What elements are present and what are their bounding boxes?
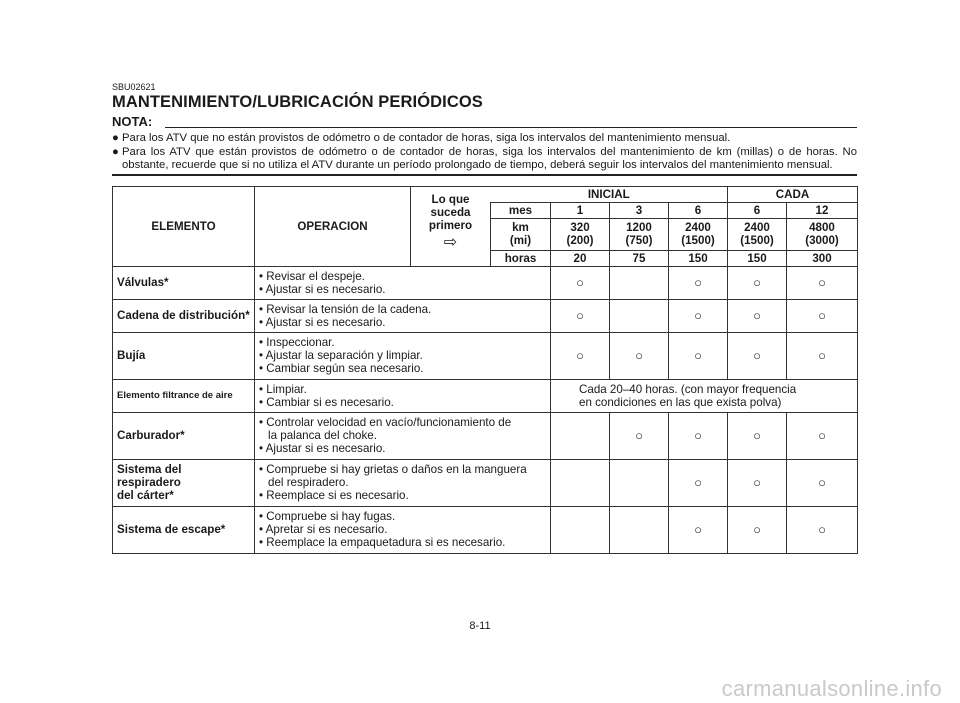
check-mark-icon: ○: [787, 506, 858, 553]
element-cell: Cadena de distribución*: [113, 299, 255, 332]
header-whichever-first: [411, 187, 491, 251]
header-every: CADA: [728, 187, 858, 203]
horas-value: 300: [787, 250, 858, 266]
empty-cell: [551, 506, 610, 553]
label-horas: horas: [491, 250, 551, 266]
mes-value: 6: [669, 202, 728, 218]
section-rule: [112, 174, 857, 176]
label-mes: mes: [491, 202, 551, 218]
check-mark-icon: ○: [669, 412, 728, 459]
check-mark-icon: ○: [728, 266, 787, 299]
check-mark-icon: ○: [787, 299, 858, 332]
interval-note: Cada 20–40 horas. (con mayor frequencia en condiciones en las que exista polva): [551, 379, 858, 412]
table-row: [113, 506, 858, 553]
empty-cell: [610, 459, 669, 506]
element-cell: Carburador*: [113, 412, 255, 459]
note-rule: [165, 127, 857, 128]
check-mark-icon: ○: [551, 299, 610, 332]
check-mark-icon: ○: [669, 506, 728, 553]
whichever-label: Lo que suceda primero: [428, 193, 473, 232]
element-cell: Bujía: [113, 332, 255, 379]
operation-cell: • Limpiar. • Cambiar si es necesario.: [255, 379, 551, 412]
km-value: 2400 (1500): [669, 218, 728, 250]
empty-cell: [610, 299, 669, 332]
bullet-icon: ●: [112, 132, 119, 144]
check-mark-icon: ○: [787, 459, 858, 506]
note-bullets: [112, 132, 857, 173]
arrow-right-icon: ⇨: [443, 234, 458, 251]
check-mark-icon: ○: [728, 299, 787, 332]
table-row: [113, 332, 858, 379]
empty-cell: [551, 459, 610, 506]
check-mark-icon: ○: [787, 266, 858, 299]
check-mark-icon: ○: [669, 459, 728, 506]
km-value: 2400 (1500): [728, 218, 787, 250]
header-initial: INICIAL: [491, 187, 728, 203]
table-row: [113, 379, 858, 412]
mes-value: 6: [728, 202, 787, 218]
check-mark-icon: ○: [728, 459, 787, 506]
check-mark-icon: ○: [787, 412, 858, 459]
table-row: [113, 459, 858, 506]
note-text: Para los ATV que están provistos de odómetro o de contador de horas, siga los intervalos del mantenimiento de km (millas) o de horas. No obstante, recuerde que si no utiliza el ATV durante un período prolongado de tiempo, deberá seguir los intervalos del mantenimiento mensual.: [122, 145, 857, 171]
mes-value: 1: [551, 202, 610, 218]
operation-cell: • Revisar el despeje. • Ajustar si es necesario.: [255, 266, 551, 299]
empty-cell: [551, 412, 610, 459]
mes-value: 12: [787, 202, 858, 218]
check-mark-icon: ○: [728, 412, 787, 459]
horas-value: 75: [610, 250, 669, 266]
check-mark-icon: ○: [551, 266, 610, 299]
page-number: 8-11: [469, 620, 491, 632]
table-row: [113, 412, 858, 459]
check-mark-icon: ○: [610, 412, 669, 459]
km-value: 4800 (3000): [787, 218, 858, 250]
table-row: [113, 299, 858, 332]
horas-value: 20: [551, 250, 610, 266]
check-mark-icon: ○: [669, 299, 728, 332]
mes-value: 3: [610, 202, 669, 218]
section-code: SBU02621: [112, 82, 156, 92]
empty-cell: [610, 506, 669, 553]
operation-cell: • Revisar la tensión de la cadena. • Ajustar si es necesario.: [255, 299, 551, 332]
bullet-icon: ●: [112, 145, 119, 158]
check-mark-icon: ○: [669, 266, 728, 299]
header-element: ELEMENTO: [113, 187, 255, 267]
check-mark-icon: ○: [551, 332, 610, 379]
element-cell: Sistema de escape*: [113, 506, 255, 553]
check-mark-icon: ○: [728, 332, 787, 379]
table-row: [113, 266, 858, 299]
note-text: Para los ATV que no están provistos de odómetro o de contador de horas, siga los intervalos del mantenimiento mensual.: [122, 132, 731, 144]
operation-cell: • Compruebe si hay grietas o daños en la manguera del respiradero. • Reemplace si es necesario.: [255, 459, 551, 506]
note-item: [112, 146, 857, 173]
check-mark-icon: ○: [728, 506, 787, 553]
check-mark-icon: ○: [787, 332, 858, 379]
element-cell: Sistema del respiradero del cárter*: [113, 459, 255, 506]
horas-value: 150: [669, 250, 728, 266]
km-value: 320 (200): [551, 218, 610, 250]
operation-cell: • Inspeccionar. • Ajustar la separación y limpiar. • Cambiar según sea necesario.: [255, 332, 551, 379]
whichever-spacer: [411, 250, 491, 266]
element-cell: Elemento filtrance de aire: [113, 379, 255, 412]
horas-value: 150: [728, 250, 787, 266]
element-cell: Válvulas*: [113, 266, 255, 299]
watermark: carmanualsonline.info: [721, 676, 942, 701]
label-km: km (mi): [491, 218, 551, 250]
km-value: 1200 (750): [610, 218, 669, 250]
check-mark-icon: ○: [669, 332, 728, 379]
operation-cell: • Compruebe si hay fugas. • Apretar si es necesario. • Reemplace la empaquetadura si es necesario.: [255, 506, 551, 553]
check-mark-icon: ○: [610, 332, 669, 379]
maintenance-table: [112, 186, 858, 554]
note-label: NOTA:: [112, 114, 153, 129]
note-item: [112, 132, 857, 146]
header-operation: OPERACION: [255, 187, 411, 267]
page-title: MANTENIMIENTO/LUBRICACIÓN PERIÓDICOS: [112, 93, 483, 111]
empty-cell: [610, 266, 669, 299]
operation-cell: • Controlar velocidad en vacío/funcionamiento de la palanca del choke. • Ajustar si es necesario.: [255, 412, 551, 459]
